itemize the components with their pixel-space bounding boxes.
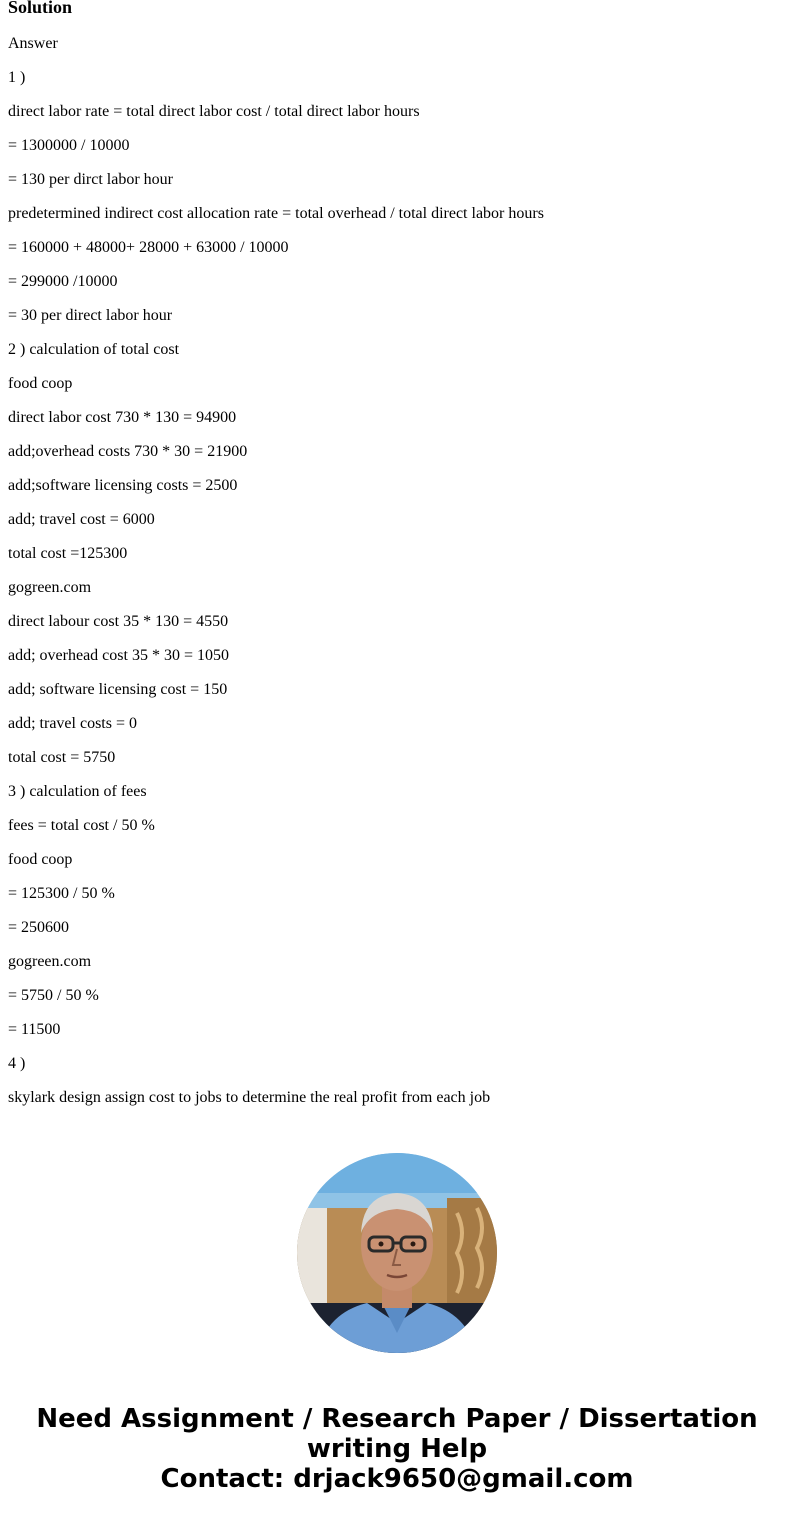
- tutor-portrait-image: [297, 1153, 497, 1353]
- solution-line: = 11500: [8, 1021, 61, 1038]
- solution-lines: [8, 34, 544, 1122]
- solution-line: direct labor rate = total direct labor cost / total direct labor hours: [8, 103, 420, 120]
- solution-line: 2 ) calculation of total cost: [8, 341, 180, 358]
- contact-banner-line: Need Assignment / Research Paper / Dissertation: [36, 1404, 758, 1434]
- solution-line: gogreen.com: [8, 579, 92, 596]
- solution-line: add;software licensing costs = 2500: [8, 477, 238, 494]
- solution-line: = 1300000 / 10000: [8, 137, 130, 154]
- solution-line: fees = total cost / 50 %: [8, 817, 155, 834]
- solution-line: = 125300 / 50 %: [8, 885, 115, 902]
- solution-line: add; travel costs = 0: [8, 715, 137, 732]
- solution-line: = 5750 / 50 %: [8, 987, 99, 1004]
- solution-line: total cost = 5750: [8, 749, 116, 766]
- solution-line: predetermined indirect cost allocation rate = total overhead / total direct labor hours: [8, 205, 544, 222]
- solution-line: total cost =125300: [8, 545, 128, 562]
- solution-line: Answer: [8, 35, 58, 52]
- solution-line: 4 ): [8, 1055, 26, 1072]
- solution-line: = 30 per direct labor hour: [8, 307, 173, 324]
- solution-line: = 130 per dirct labor hour: [8, 171, 173, 188]
- solution-line: food coop: [8, 375, 73, 392]
- solution-line: = 250600: [8, 919, 70, 936]
- solution-line: food coop: [8, 851, 73, 868]
- contact-email: Contact: drjack9650@gmail.com: [160, 1464, 634, 1494]
- solution-heading: Solution: [8, 0, 73, 17]
- solution-line: direct labor cost 730 * 130 = 94900: [8, 409, 237, 426]
- solution-line: skylark design assign cost to jobs to determine the real profit from each job: [8, 1089, 491, 1106]
- solution-line: add; software licensing cost = 150: [8, 681, 228, 698]
- solution-line: direct labour cost 35 * 130 = 4550: [8, 613, 229, 630]
- solution-line: add; overhead cost 35 * 30 = 1050: [8, 647, 229, 664]
- contact-banner-line: writing Help: [306, 1434, 488, 1464]
- solution-line: gogreen.com: [8, 953, 92, 970]
- solution-line: 3 ) calculation of fees: [8, 783, 147, 800]
- contact-banner: [0, 1404, 794, 1494]
- solution-line: = 160000 + 48000+ 28000 + 63000 / 10000: [8, 239, 289, 256]
- solution-line: add;overhead costs 730 * 30 = 21900: [8, 443, 248, 460]
- tutor-avatar: [297, 1153, 497, 1353]
- solution-line: add; travel cost = 6000: [8, 511, 155, 528]
- solution-line: 1 ): [8, 69, 26, 86]
- solution-line: = 299000 /10000: [8, 273, 118, 290]
